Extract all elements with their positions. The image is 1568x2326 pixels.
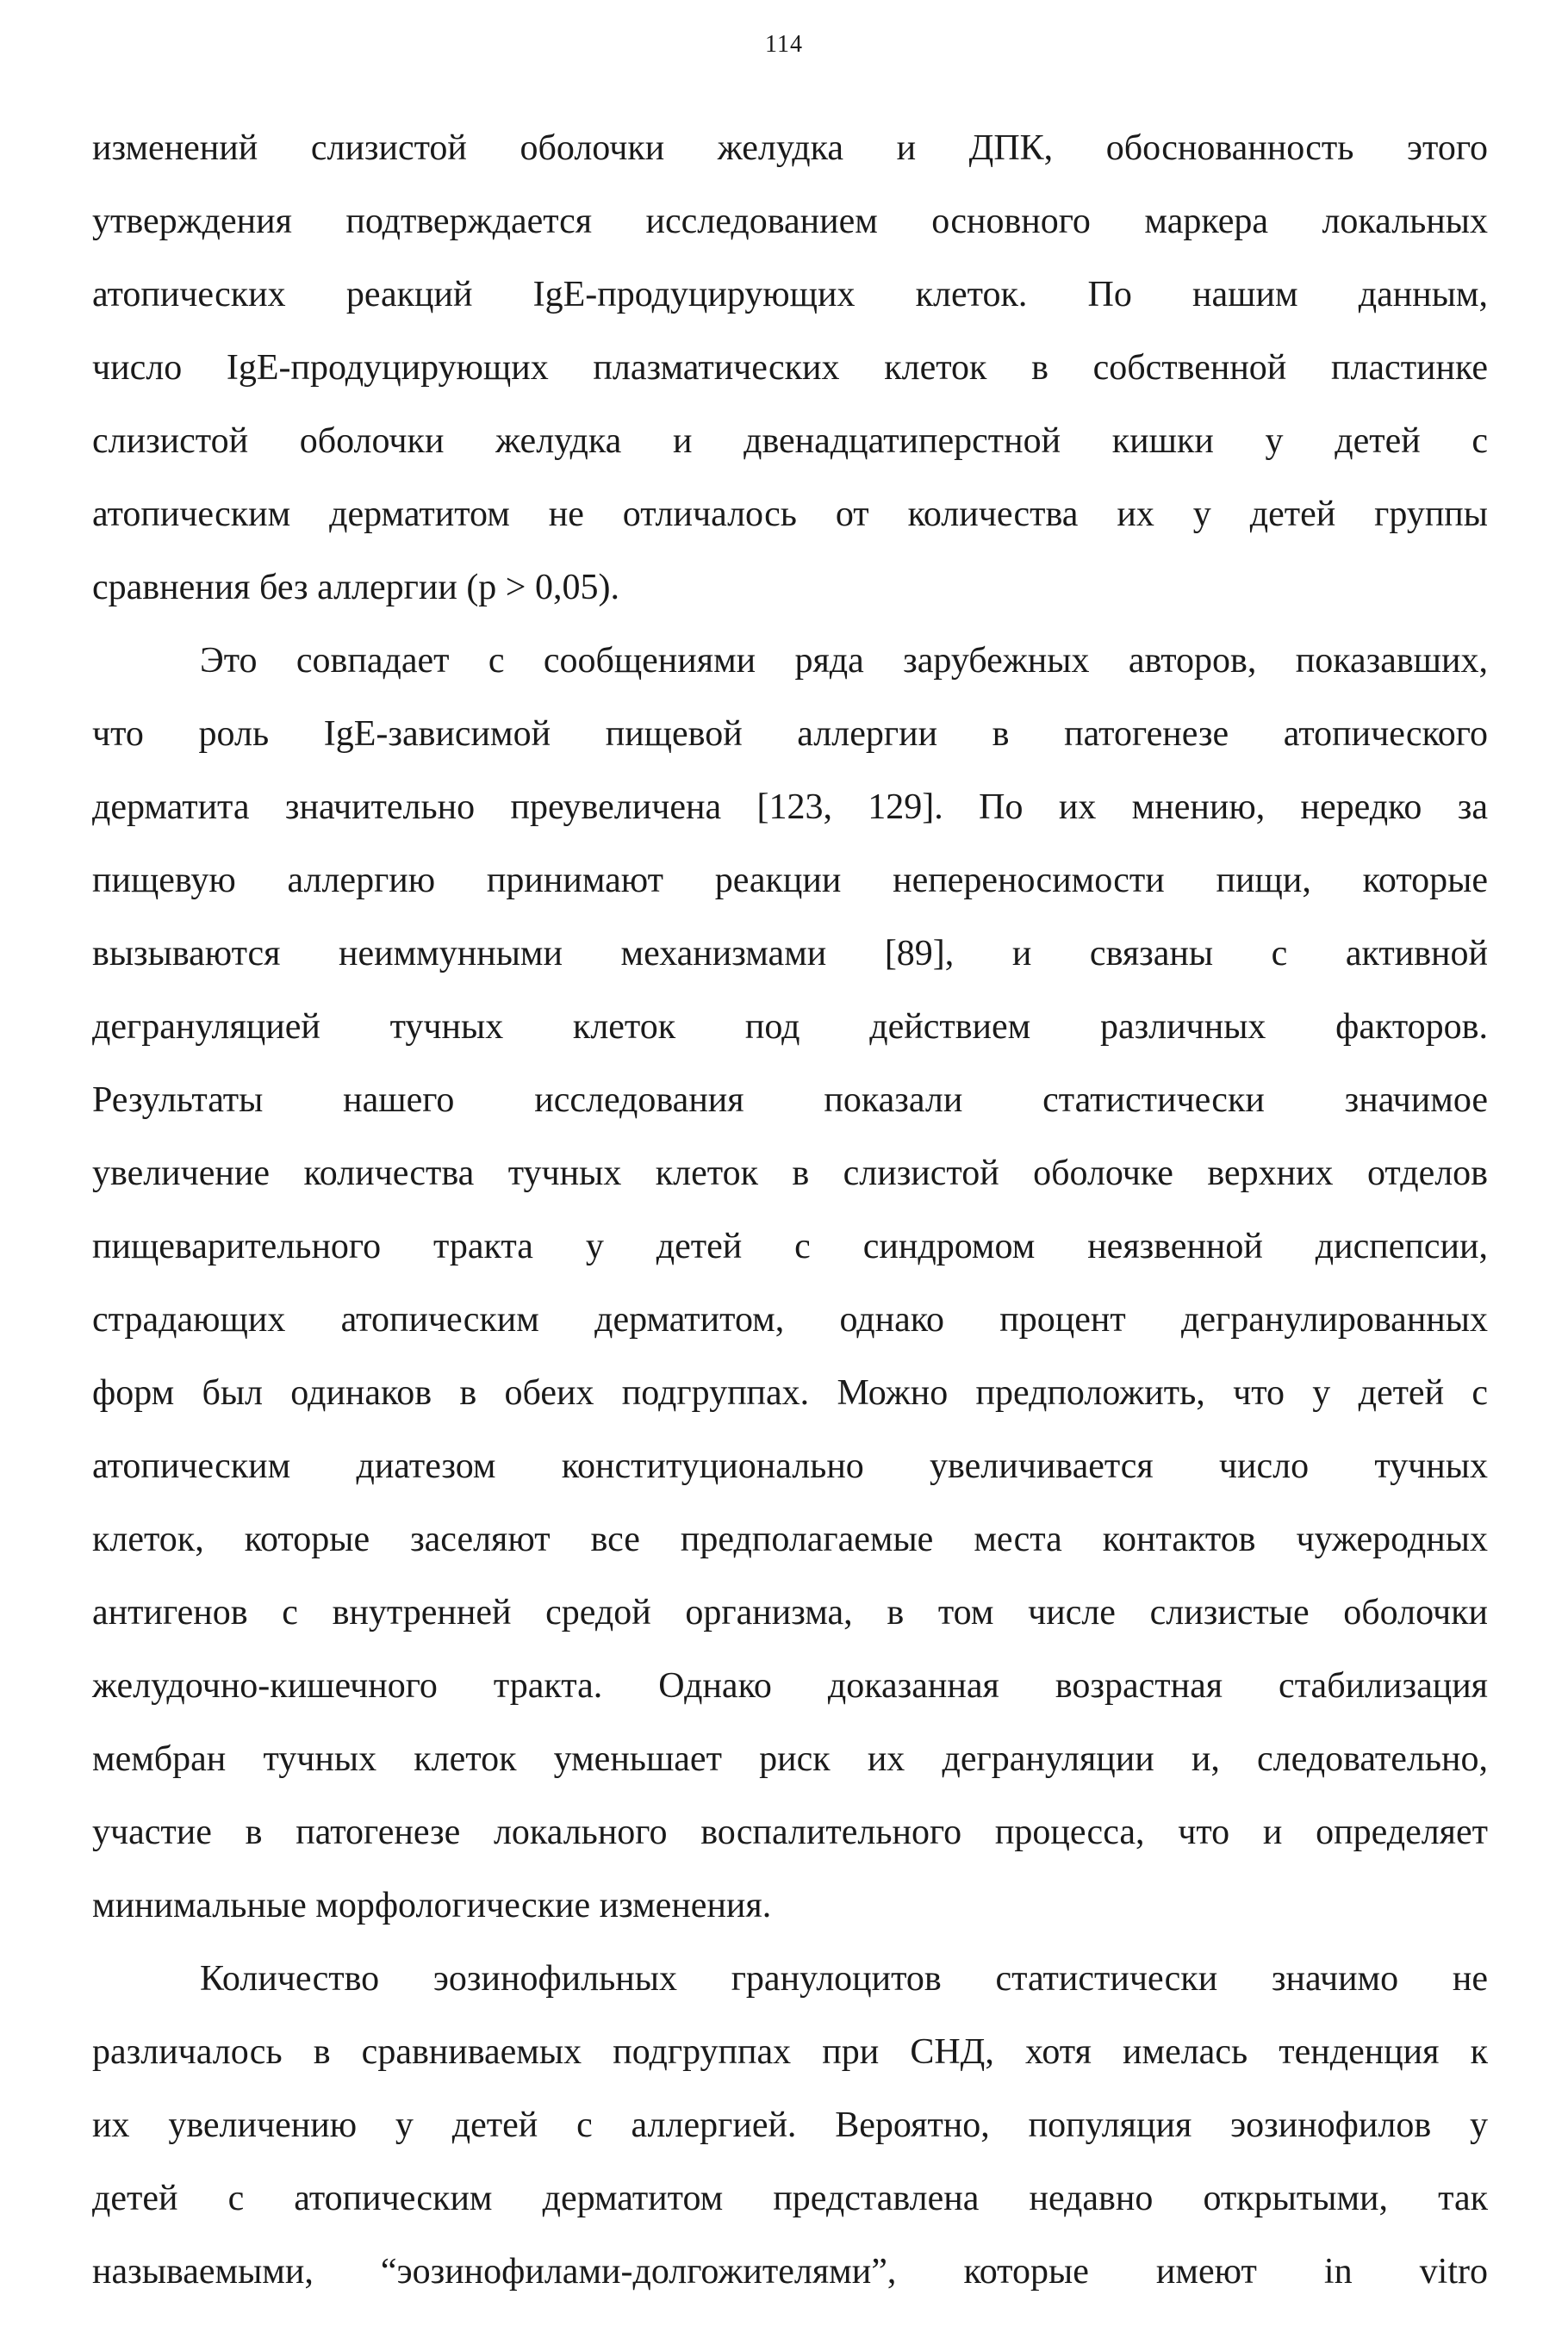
text-line: различалось в сравниваемых подгруппах при СНД, хотя имелась тенденция к <box>92 2032 1488 2072</box>
text-line: участие в патогенезе локального воспалительного процесса, что и определяет <box>92 1813 1488 1852</box>
text-line: Количество эозинофильных гранулоцитов статистически значимо не <box>200 1959 1488 1999</box>
text-line: Это совпадает с сообщениями ряда зарубежных авторов, показавших, <box>200 641 1488 681</box>
text-line: изменений слизистой оболочки желудка и ДПК, обоснованность этого <box>92 128 1488 168</box>
text-line: дерматита значительно преувеличена [123, 129]. По их мнению, нередко за <box>92 787 1488 827</box>
text-line: сравнения без аллергии (p > 0,05). <box>92 568 619 607</box>
page-number: 114 <box>765 31 803 58</box>
text-line: Результаты нашего исследования показали статистически значимое <box>92 1080 1488 1120</box>
text-line: атопическим диатезом конституционально увеличивается число тучных <box>92 1446 1488 1486</box>
text-line: атопических реакций IgE-продуцирующих клеток. По нашим данным, <box>92 275 1488 314</box>
text-line: число IgE-продуцирующих плазматических клеток в собственной пластинке <box>92 348 1488 388</box>
text-line: их увеличению у детей с аллергией. Вероятно, популяция эозинофилов у <box>92 2105 1488 2145</box>
text-line: детей с атопическим дерматитом представлена недавно открытыми, так <box>92 2179 1488 2218</box>
text-line: желудочно-кишечного тракта. Однако доказанная возрастная стабилизация <box>92 1666 1488 1706</box>
text-line: утверждения подтверждается исследованием основного маркера локальных <box>92 202 1488 241</box>
text-line: мембран тучных клеток уменьшает риск их дегрануляции и, следовательно, <box>92 1739 1488 1779</box>
text-line: называемыми, “эозинофилами-долгожителями”, которые имеют in vitro <box>92 2252 1488 2292</box>
text-line: минимальные морфологические изменения. <box>92 1886 772 1925</box>
text-line: пищеварительного тракта у детей с синдромом неязвенной диспепсии, <box>92 1227 1488 1266</box>
text-line: пищевую аллергию принимают реакции непереносимости пищи, которые <box>92 861 1488 900</box>
text-line: страдающих атопическим дерматитом, однако процент дегранулированных <box>92 1300 1488 1340</box>
text-line: слизистой оболочки желудка и двенадцатиперстной кишки у детей с <box>92 421 1488 461</box>
text-line: форм был одинаков в обеих подгруппах. Можно предположить, что у детей с <box>92 1373 1488 1413</box>
text-line: увеличение количества тучных клеток в слизистой оболочке верхних отделов <box>92 1154 1488 1193</box>
text-line: дегрануляцией тучных клеток под действием различных факторов. <box>92 1007 1488 1047</box>
text-line: вызываются неиммунными механизмами [89], и связаны с активной <box>92 934 1488 973</box>
body-text <box>92 112 1488 2309</box>
text-line: клеток, которые заселяют все предполагаемые места контактов чужеродных <box>92 1520 1488 1559</box>
text-line: что роль IgE-зависимой пищевой аллергии в патогенезе атопического <box>92 714 1488 754</box>
text-line: антигенов с внутренней средой организма, в том числе слизистые оболочки <box>92 1593 1488 1633</box>
text-line: атопическим дерматитом не отличалось от количества их у детей группы <box>92 494 1488 534</box>
